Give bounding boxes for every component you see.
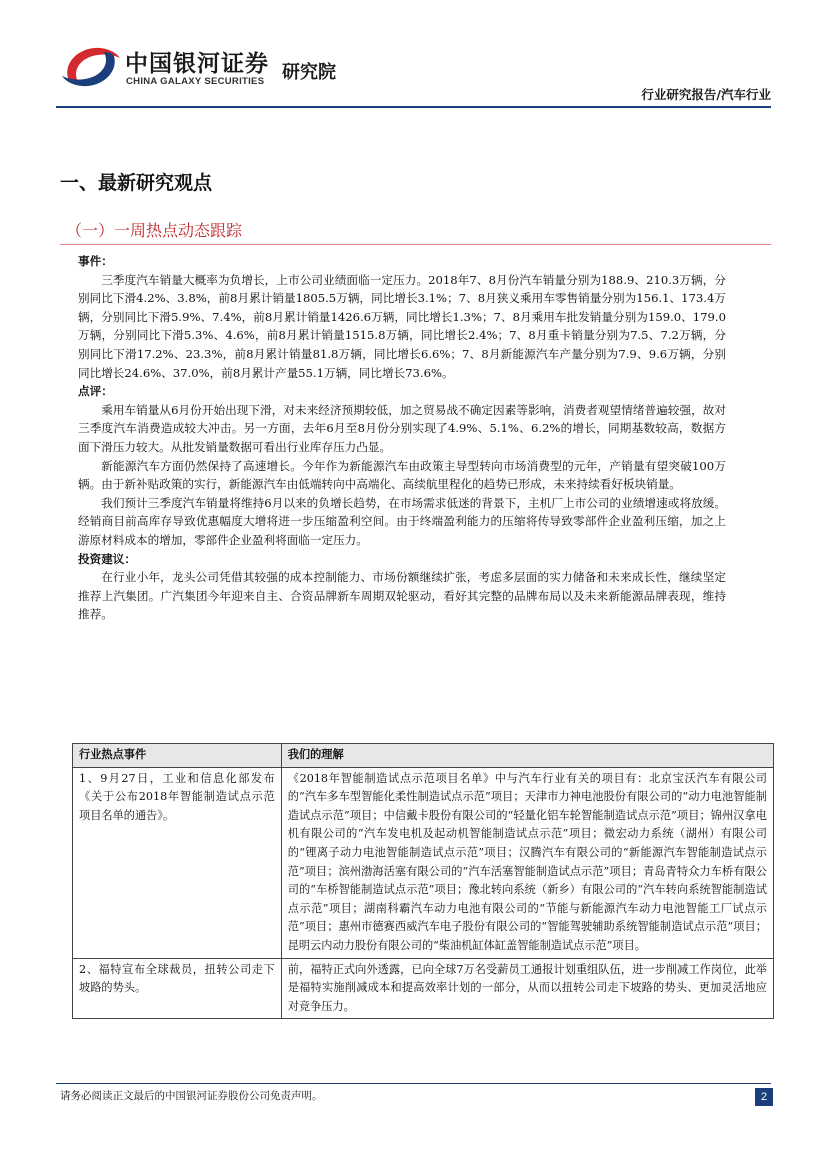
body-content — [78, 252, 726, 624]
investment-label: 投资建议： — [78, 551, 136, 566]
footer-disclaimer: 请务必阅读正文最后的中国银河证券股份公司免责声明。 — [60, 1090, 323, 1102]
comment-paragraph: 新能源汽车方面仍然保持了高速增长。今年作为新能源汽车由政策主导型转向市场消费型的元年，产销量有望突破100万辆。由于新补贴政策的实行，新能源汽车由低端转向中高端化、高续航里程化的趋势已形成，未来持续看好板块销量。 — [78, 458, 726, 492]
section-title: 一、最新研究观点 — [60, 172, 213, 194]
report-type: 行业研究报告/汽车行业 — [641, 87, 771, 102]
comment-paragraph: 乘用车销量从6月份开始出现下滑，对未来经济预期较低，加之贸易战不确定因素等影响，消费者观望情绪普遍较强，故对三季度汽车消费造成较大冲击。另一方面，去年6月至8月份分别实现了4.9%、5.1%、6.2%的增长，同期基数较高，数据方面下滑压力较大。从批发销量数据可看出行业库存压力凸显。 — [78, 402, 726, 454]
event-cell: 2、福特宣布全球裁员，扭转公司走下坡路的势头。 — [73, 958, 282, 1019]
investment-paragraph: 在行业小年，龙头公司凭借其较强的成本控制能力、市场份额继续扩张，考虑多层面的实力储备和未来成长性，继续坚定推荐上汽集团。广汽集团今年迎来自主、合资品牌新车周期双轮驱动，看好其完整的品牌布局以及未来新能源品牌表现，维持推荐。 — [78, 570, 726, 622]
comment-paragraph: 我们预计三季度汽车销量将维持6月以来的负增长趋势，在市场需求低迷的背景下，主机厂上市公司的业绩增速或将放缓。经销商目前高库存导致优惠幅度大增将进一步压缩盈利空间。由于终端盈利能力的压缩将传导致零部件企业盈利压缩，加之上游原材料成本的增加，零部件企业盈利将面临一定压力。 — [78, 495, 726, 547]
subsection-rule — [60, 244, 771, 245]
event-paragraph: 三季度汽车销量大概率为负增长，上市公司业绩面临一定压力。2018年7、8月份汽车销量分别为188.9、210.3万辆，分别同比下滑4.2%、3.8%，前8月累计销量1805.5万辆，同比增长3.1%；7、8月狭义乘用车零售销量分别为156.1、173.4万辆，分别同比下滑5.9%、7.4%，前8月累计销量1426.6万辆，同比增长1.3%；7、8月乘用车批发销量分别为159.0、179.0万辆，分别同比下滑5.3%、4.6%，前8月累计销量1515.8万辆，同比增长2.4%；7、8月重卡销量分别为7.5、7.2万辆，分别同比下滑17.2%、23.3%，前8月累计销量81.8万辆，同比增长6.6%；7、8月新能源汽车产量分别为7.9、9.6万辆，分别同比增长24.6%、37.0%，前8月累计产量55.1万辆，同比增长73.6%。 — [78, 272, 726, 380]
table-header-row — [73, 744, 774, 768]
comment-label: 点评： — [78, 384, 113, 399]
footer-rule — [56, 1083, 771, 1084]
header-rule — [56, 106, 771, 108]
hot-events-table — [72, 743, 774, 1019]
page-number: 2 — [755, 1088, 773, 1106]
table-row — [73, 767, 774, 958]
brand-name-en: CHINA GALAXY SECURITIES — [126, 76, 265, 87]
event-cell: 1、9月27日，工业和信息化部发布《关于公布2018年智能制造试点示范项目名单的通告》。 — [73, 767, 282, 958]
view-cell: 《2018年智能制造试点示范项目名单》中与汽车行业有关的项目有：北京宝沃汽车有限公司的“汽车多车型智能化柔性制造试点示范”项目；天津市力神电池股份有限公司的“动力电池智能制造试点示范”项目；中信戴卡股份有限公司的“轻量化铝车轮智能制造试点示范”项目；锦州汉拿电机有限公司的“汽车发电机及起动机智能制造试点示范”项目；微宏动力系统（湖州）有限公司的“锂离子动力电池智能制造试点示范”项目；汉腾汽车有限公司的“新能源汽车智能制造试点示范”项目；滨州渤海活塞有限公司的“汽车活塞智能制造试点示范”项目；青岛青特众力车桥有限公司的“车桥智能制造试点示范”项目；豫北转向系统（新乡）有限公司的“汽车转向系统智能制造试点示范”项目；湖南科霸汽车动力电池有限公司的“节能与新能源汽车动力电池智能工厂试点示范”项目；惠州市德赛西威汽车电子股份有限公司的“智能驾驶辅助系统智能制造试点示范”项目；昆明云内动力股份有限公司的“柴油机缸体缸盖智能制造试点示范”项目。 — [281, 767, 773, 958]
table-row — [73, 958, 774, 1019]
column-header-event: 行业热点事件 — [73, 744, 282, 768]
view-cell: 前，福特正式向外透露，已向全球7万名受薪员工通报计划重组队伍，进一步削减工作岗位，此举是福特实施削减成本和提高效率计划的一部分，从而以扭转公司走下坡路的势头、更加灵活地应对竞争压力。 — [281, 958, 773, 1019]
institute-name: 研究院 — [282, 62, 336, 83]
brand-name-cn: 中国银河证券 — [125, 51, 269, 77]
column-header-view: 我们的理解 — [281, 744, 773, 768]
subsection-title: （一）一周热点动态跟踪 — [66, 221, 243, 240]
galaxy-logo-icon — [60, 44, 122, 90]
event-label: 事件： — [78, 254, 113, 268]
